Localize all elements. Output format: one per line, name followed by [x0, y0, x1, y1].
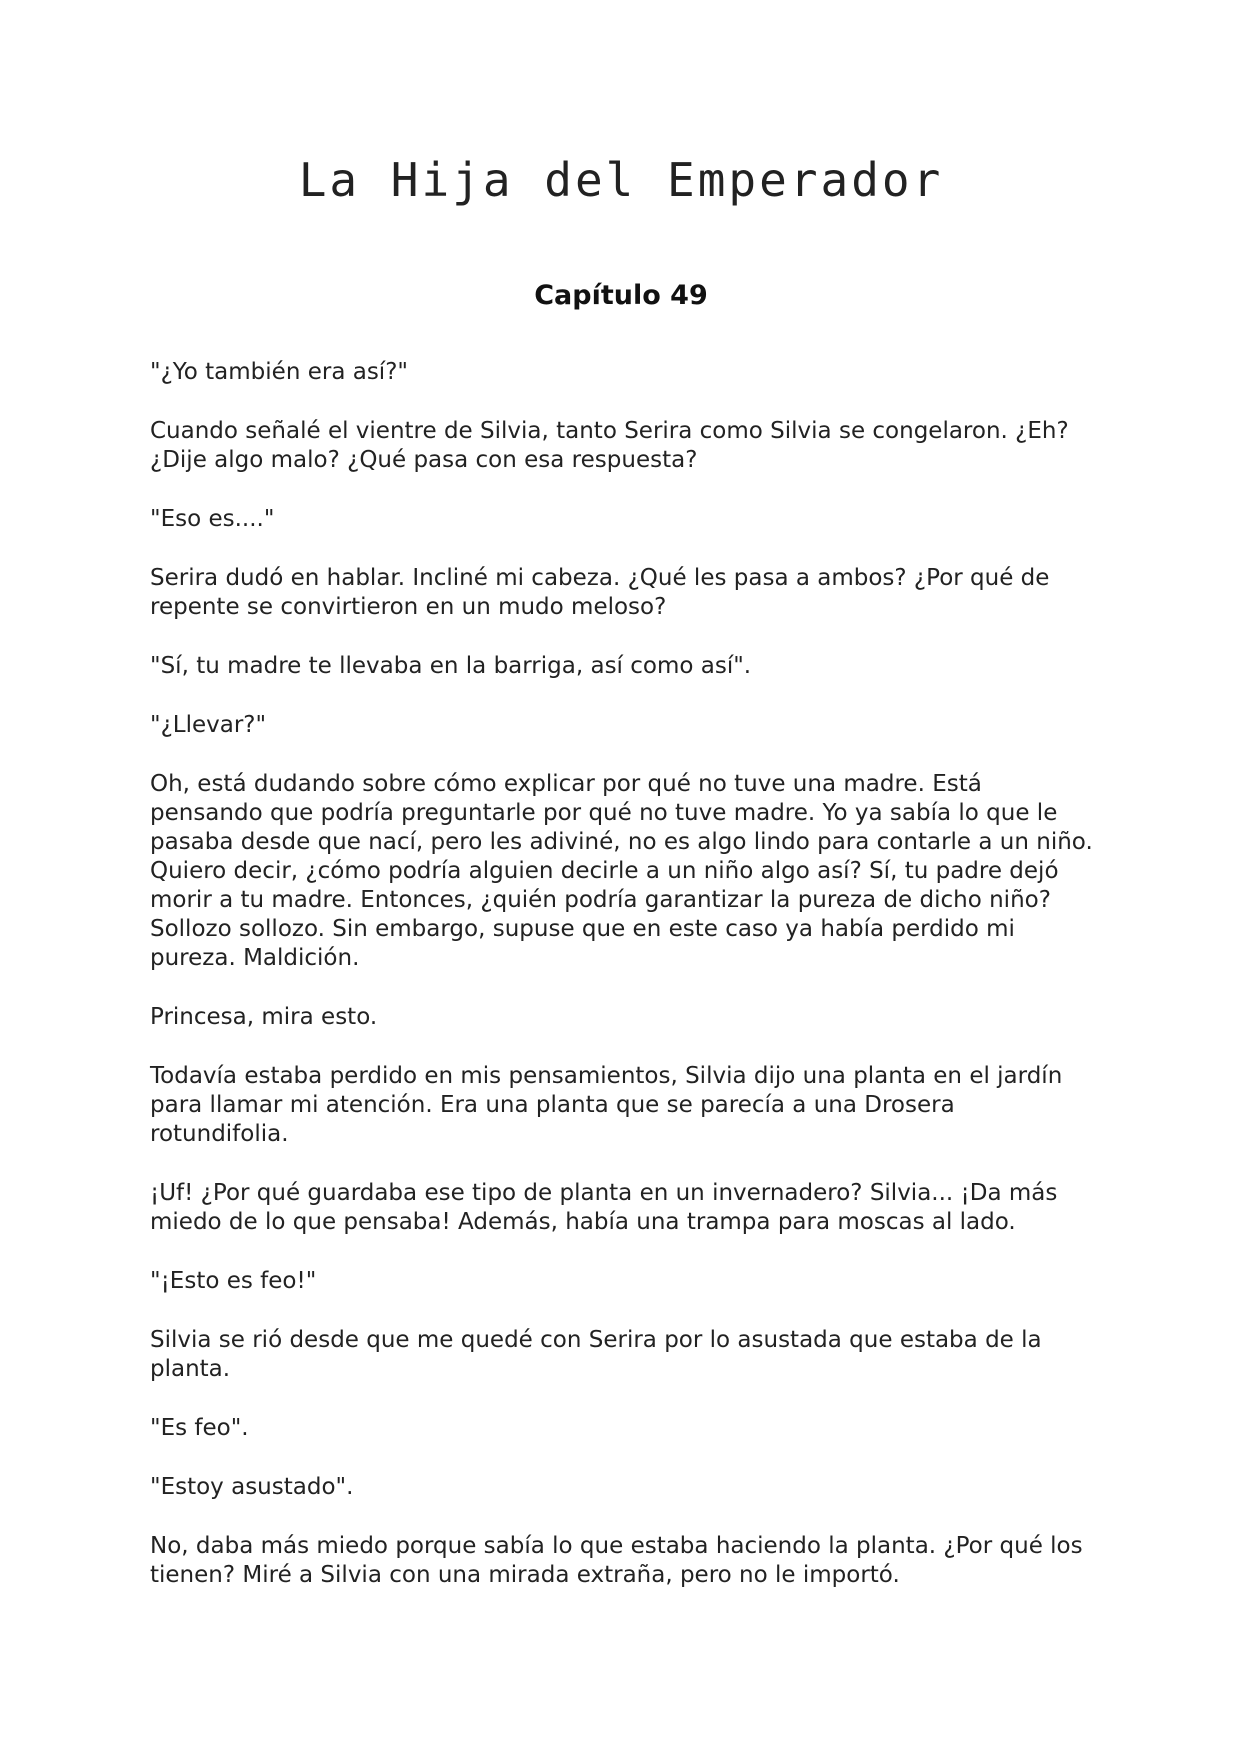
document-title: La Hija del Emperador [298, 153, 944, 207]
paragraph: ¡Uf! ¿Por qué guardaba ese tipo de planta en un invernadero? Silvia... ¡Da más miedo de lo que pensaba! Además, había una trampa para moscas al lado. [150, 1180, 1058, 1235]
chapter-body [150, 358, 1095, 1620]
paragraph: Oh, está dudando sobre cómo explicar por qué no tuve una madre. Está pensando que podría preguntarle por qué no tuve madre. Yo ya sabía lo que le pasaba desde que nací, pero les adiviné, no es algo lindo para contarle a un niño. Quiero decir, ¿cómo podría alguien decirle a un niño algo así? Sí, tu padre dejó morir a tu madre. Entonces, ¿quién podría garantizar la pureza de dicho niño? Sollozo sollozo. Sin embargo, supuse que en este caso ya había perdido mi pureza. Maldición. [150, 771, 1093, 971]
paragraph: Princesa, mira esto. [150, 1004, 378, 1030]
paragraph: "¡Esto es feo!" [150, 1268, 317, 1294]
paragraph: Serira dudó en hablar. Incliné mi cabeza. ¿Qué les pasa a ambos? ¿Por qué de repente se convirtieron en un mudo meloso? [150, 565, 1050, 620]
paragraph: "Eso es...." [150, 506, 275, 532]
paragraph: Todavía estaba perdido en mis pensamientos, Silvia dijo una planta en el jardín para llamar mi atención. Era una planta que se parecía a una Drosera rotundifolia. [150, 1063, 1063, 1147]
paragraph: "¿Llevar?" [150, 712, 267, 738]
paragraph: "Estoy asustado". [150, 1474, 354, 1500]
paragraph: Cuando señalé el vientre de Silvia, tanto Serira como Silvia se congelaron. ¿Eh? ¿Dije algo malo? ¿Qué pasa con esa respuesta? [150, 418, 1069, 473]
paragraph: Silvia se rió desde que me quedé con Serira por lo asustada que estaba de la planta. [150, 1327, 1042, 1382]
paragraph: No, daba más miedo porque sabía lo que estaba haciendo la planta. ¿Por qué los tienen? Miré a Silvia con una mirada extraña, pero no le importó. [150, 1533, 1083, 1588]
paragraph: "¿Yo también era así?" [150, 359, 408, 385]
paragraph: "Es feo". [150, 1415, 249, 1441]
chapter-heading: Capítulo 49 [534, 280, 708, 311]
paragraph: "Sí, tu madre te llevaba en la barriga, así como así". [150, 653, 752, 679]
